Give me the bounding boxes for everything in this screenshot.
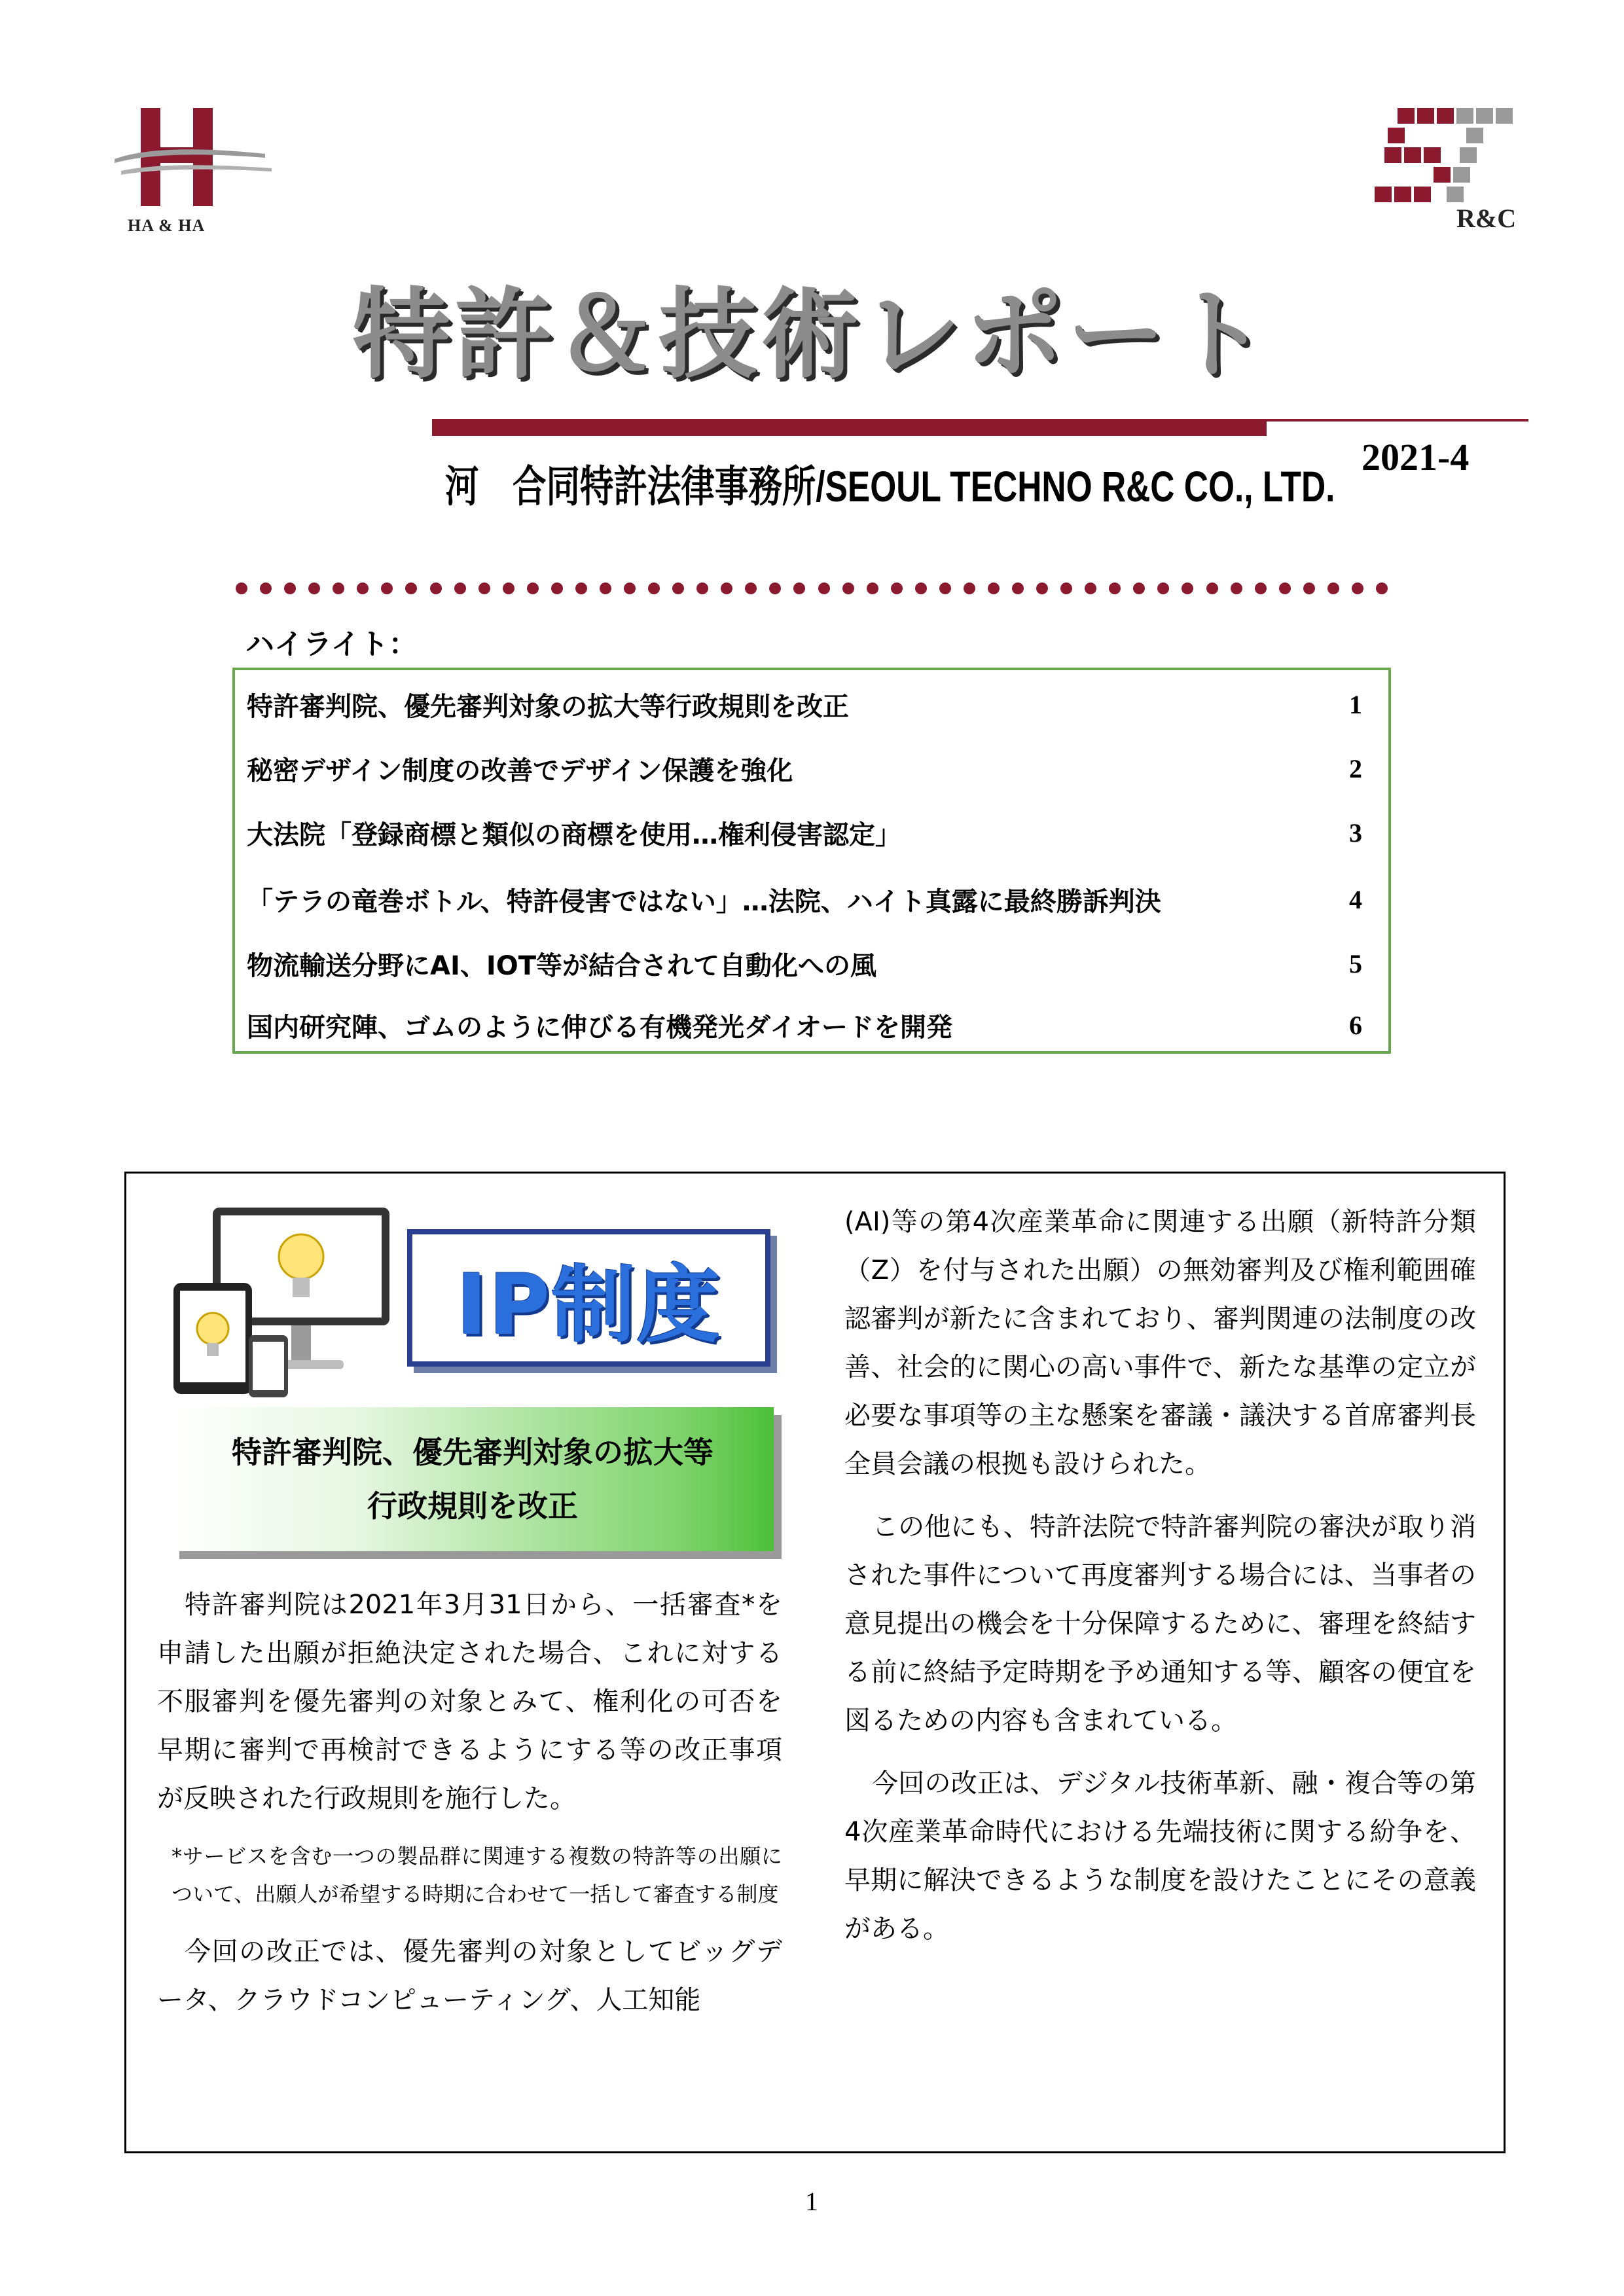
page-number: 1 [805,2187,818,2216]
divider-dot [696,583,708,594]
divider-dot [1085,583,1096,594]
article-paragraph: 今回の改正は、デジタル技術革新、融・複合等の第4次産業革命時代における先端技術に関する紛争を、早期に解決できるような制度を設けたことにその意義がある。 [844,1768,1476,1944]
logo-right-caption: R&C [1456,204,1517,233]
report-title: 特許＆技術レポート [352,278,1271,392]
divider-dot [1060,583,1072,594]
issue-number: 2021-4 [1362,436,1470,478]
firm-name: 河 合同特許法律事務所/SEOUL TECHNO R&C CO., LTD. [445,462,1335,511]
divider-dot [1255,583,1267,594]
highlight-item[interactable] [247,685,1362,724]
divider-dot [575,583,587,594]
divider-dot [939,583,951,594]
highlight-title: 秘密デザイン制度の改善でデザイン保護を強化 [247,755,793,786]
divider-dot [769,583,781,594]
divider-dot [793,583,805,594]
highlight-title: 国内研究陣、ゴムのように伸びる有機発光ダイオードを開発 [247,1012,952,1043]
highlight-page: 2 [1349,753,1362,783]
divider-dot [260,583,272,594]
article-headline-banner [171,1407,774,1551]
divider-dot [1303,583,1315,594]
highlight-title: 物流輸送分野にAI、IOT等が結合されて自動化への風 [247,950,877,981]
divider-dot [1182,583,1193,594]
highlight-page: 6 [1349,1010,1362,1040]
divider-dot [1352,583,1363,594]
divider-dot [1012,583,1024,594]
divider-dot [381,583,393,594]
highlight-title: 「テラの竜巻ボトル、特許侵害ではない」…法院、ハイト真露に最終勝訴判決 [247,886,1161,917]
divider-dot [1327,583,1339,594]
highlight-item[interactable] [247,813,1362,852]
divider-dot [867,583,878,594]
highlight-item[interactable] [247,880,1362,919]
divider-dot [891,583,903,594]
divider-dot [503,583,514,594]
article-paragraph: (AI)等の第4次産業革命に関連する出願（新特許分類（Z）を付与された出願）の無効審判及び権利範囲確認審判が新たに含まれており、審判関連の法制度の改善、社会的に関心の高い事件で、新たな基準の定立が必要な事項等の主な懸案を審議・議決する首席審判長全員会議の根拠も設けられた。 [844,1207,1476,1479]
divider-dot [1231,583,1242,594]
divider-dot [915,583,927,594]
article-paragraph: 今回の改正では、優先審判の対象としてビッグデータ、クラウドコンピューティング、人工知能 [157,1937,782,2015]
article-paragraph: この他にも、特許法院で特許審判院の審決が取り消された事件について再度審判する場合には、当事者の意見提出の機会を十分保障するために、審理を終結する前に終結予定時期を予め通知する等、顧客の便宜を図るための内容も含まれている。 [844,1512,1476,1736]
highlight-item[interactable] [247,944,1362,983]
divider-dot [964,583,975,594]
divider-dot [1036,583,1048,594]
highlight-item[interactable] [247,1005,1362,1045]
divider-dot [478,583,490,594]
divider-dot [648,583,660,594]
divider-dot [551,583,563,594]
divider-dot [842,583,854,594]
highlights-label: ハイライト： [245,628,418,661]
divider-dot [745,583,757,594]
divider-dot [1206,583,1218,594]
article-right-column [844,1198,1476,1953]
highlight-page: 1 [1349,689,1362,719]
divider-dot [527,583,539,594]
divider-dot [1133,583,1145,594]
divider-dot [624,583,636,594]
title-rule-thin [1267,419,1528,422]
divider-dot [284,583,296,594]
divider-dot [1279,583,1291,594]
divider-dot [672,583,684,594]
divider-dot [236,583,247,594]
divider-dot [405,583,417,594]
category-label: IP制度 [456,1257,722,1354]
article-paragraph: 特許審判院は2021年3月31日から、一括審査*を申請した出願が拒絶決定された場合、これに対する不服審判を優先審判の対象とみて、権利化の可否を早期に審判で再検討できるようにする等の改正事項が反映された行政規則を施行した。 [157,1590,782,1814]
divider-dot [308,583,320,594]
highlight-title: 特許審判院、優先審判対象の拡大等行政規則を改正 [247,691,849,722]
divider-dot [721,583,732,594]
category-badge [407,1229,770,1367]
highlights-box [232,668,1391,1054]
article-headline-line1: 特許審判院、優先審判対象の拡大等 [232,1435,713,1470]
divider-dot [430,583,442,594]
divider-dot [1109,583,1121,594]
highlight-page: 4 [1349,884,1362,914]
article-left-column [157,1581,782,2024]
divider-dot [454,583,466,594]
divider-dot [1376,583,1388,594]
divider-dot [1157,583,1169,594]
divider-dot [333,583,344,594]
highlight-title: 大法院「登録商標と類似の商標を使用…権利侵害認定」 [247,819,901,850]
title-rule [432,419,1267,436]
dotted-divider [236,583,1388,597]
logo-left-caption: HA & HA [128,216,206,235]
divider-dot [600,583,611,594]
devices-lightbulb-icon [167,1204,396,1401]
highlight-item[interactable] [247,749,1362,788]
divider-dot [357,583,369,594]
article-headline-line2: 行政規則を改正 [367,1488,578,1524]
highlight-page: 3 [1349,817,1362,848]
divider-dot [988,583,1000,594]
footnote: *サービスを含む一つの製品群に関連する複数の特許等の出願について、出願人が希望する時期に合わせて一括して審査する制度 [171,1844,782,1907]
highlight-page: 5 [1349,948,1362,978]
divider-dot [818,583,830,594]
